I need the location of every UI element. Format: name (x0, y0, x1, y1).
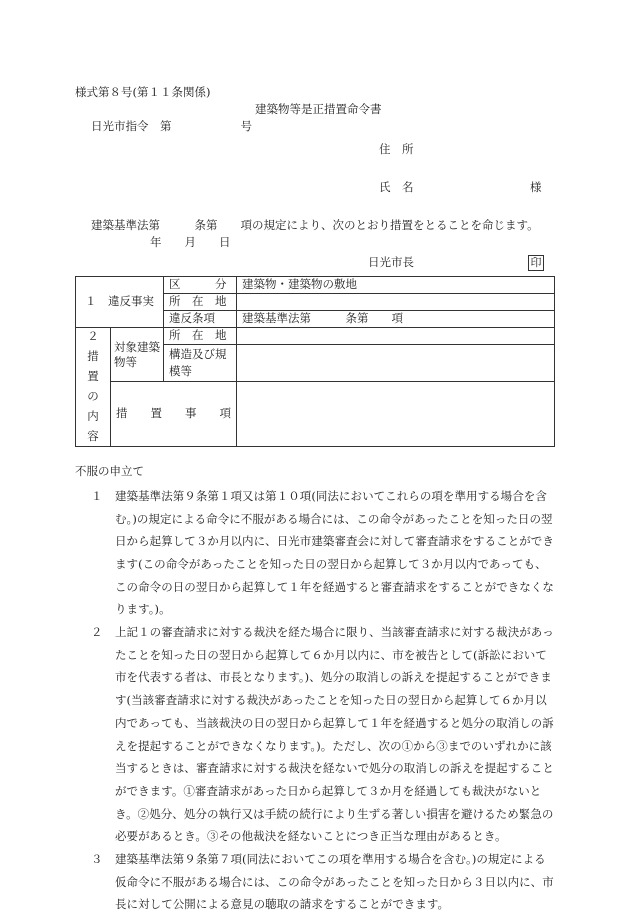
measures-char: 内 (87, 409, 99, 424)
measures-header (76, 328, 111, 447)
appeal-item-text: 上記１の審査請求に対する裁決を経た場合に限り、当該審査請求に対する裁決があったことを知った日の翌日から起算して６か月以内に、市を被告として(訴訟において市を代表する者は、市長となります。)、処分の取消しの訴えを提起することができます(当該審査請求に対する裁決があったことを知った日の翌日から起算して６か月以内であっても、当該裁決の日の翌日から起算して１年を経過すると処分の取消しの訴えを提起することができなくなります。)。ただし、次の①から③までのいずれかに該当するときは、審査請求に対する裁決を経ないで処分の取消しの訴えを提起することができます。①審査請求があった日から起算して３か月を経過しても裁決がないとき。②処分、処分の執行又は手続の続行により生ずる著しい損害を避けるため緊急の必要があるとき。③その他裁決を経ないことにつき正当な理由があるとき。 (115, 625, 554, 844)
appeal-item (75, 485, 557, 621)
appeal-item-text: 建築基準法第９条第１項又は第１０項(同法においてこれらの項を準用する場合を含む。)の規定による命令に不服がある場合には、この命令があったことを知った日の翌日から起算して３か月以内に、日光市建築審査会に対して審査請求をすることができます(この命令があったことを知った日の翌日から起算して３か月以内であっても、この命令の日の翌日から起算して１年を経過すると審査請求をすることができなくなります。)。 (115, 488, 554, 617)
target-location-label: 所 在 地 (164, 328, 237, 345)
form-number: 様式第８号(第１１条関係) (75, 85, 211, 99)
target-label: 対象建築物等 (111, 328, 164, 382)
measures-char: の (87, 389, 99, 404)
seal-stamp (528, 255, 544, 271)
appeal-item-number: ３ (91, 852, 103, 867)
seal-stamp-text: 印 (528, 255, 544, 271)
honorific: 様 (530, 180, 542, 194)
structure-value[interactable] (237, 345, 555, 382)
violation-item-label: 違反条項 (164, 311, 237, 328)
violation-item-value: 建築基準法第 条第 項 (237, 311, 555, 328)
appeal-item (75, 848, 557, 916)
appeal-item (75, 621, 557, 848)
measures-item-label: 措 置 事 項 (111, 382, 237, 447)
measures-char: ２ (87, 329, 99, 343)
order-statement: 建築基準法第 条第 項の規定により、次のとおり措置をとることを命じます。 (91, 218, 539, 232)
category-value: 建築物・建築物の敷地 (237, 277, 555, 294)
measures-char: 容 (87, 429, 99, 444)
document-title: 建築物等是正措置命令書 (255, 102, 382, 116)
appeal-item-number: ２ (91, 625, 103, 640)
appeal-section (75, 465, 557, 916)
issuer: 日光市長 (368, 255, 414, 269)
name-label: 氏 名 (379, 180, 414, 194)
location-value[interactable] (237, 294, 555, 311)
measures-char: 置 (87, 369, 99, 384)
violation-table (75, 276, 555, 447)
location-label: 所 在 地 (164, 294, 237, 311)
order-number: 日光市指令 第 号 (91, 119, 252, 133)
structure-label: 構造及び規模等 (164, 345, 237, 382)
target-location-value[interactable] (237, 328, 555, 345)
appeal-title: 不服の申立て (75, 464, 144, 478)
measures-char: 措 (87, 349, 99, 364)
appeal-item-number: １ (91, 488, 103, 503)
measures-item-value[interactable] (237, 382, 555, 447)
appeal-item-text: 建築基準法第９条第７項(同法においてこの項を準用する場合を含む。)の規定による仮命令に不服がある場合には、この命令があったことを知った日から３日以内に、市長に対して公開による意見の聴取の請求をすることができます。 (115, 852, 554, 912)
address-label: 住 所 (379, 142, 414, 156)
order-date: 年 月 日 (150, 235, 231, 249)
category-label: 区 分 (164, 277, 237, 294)
violation-header: １ 違反事実 (76, 277, 164, 328)
